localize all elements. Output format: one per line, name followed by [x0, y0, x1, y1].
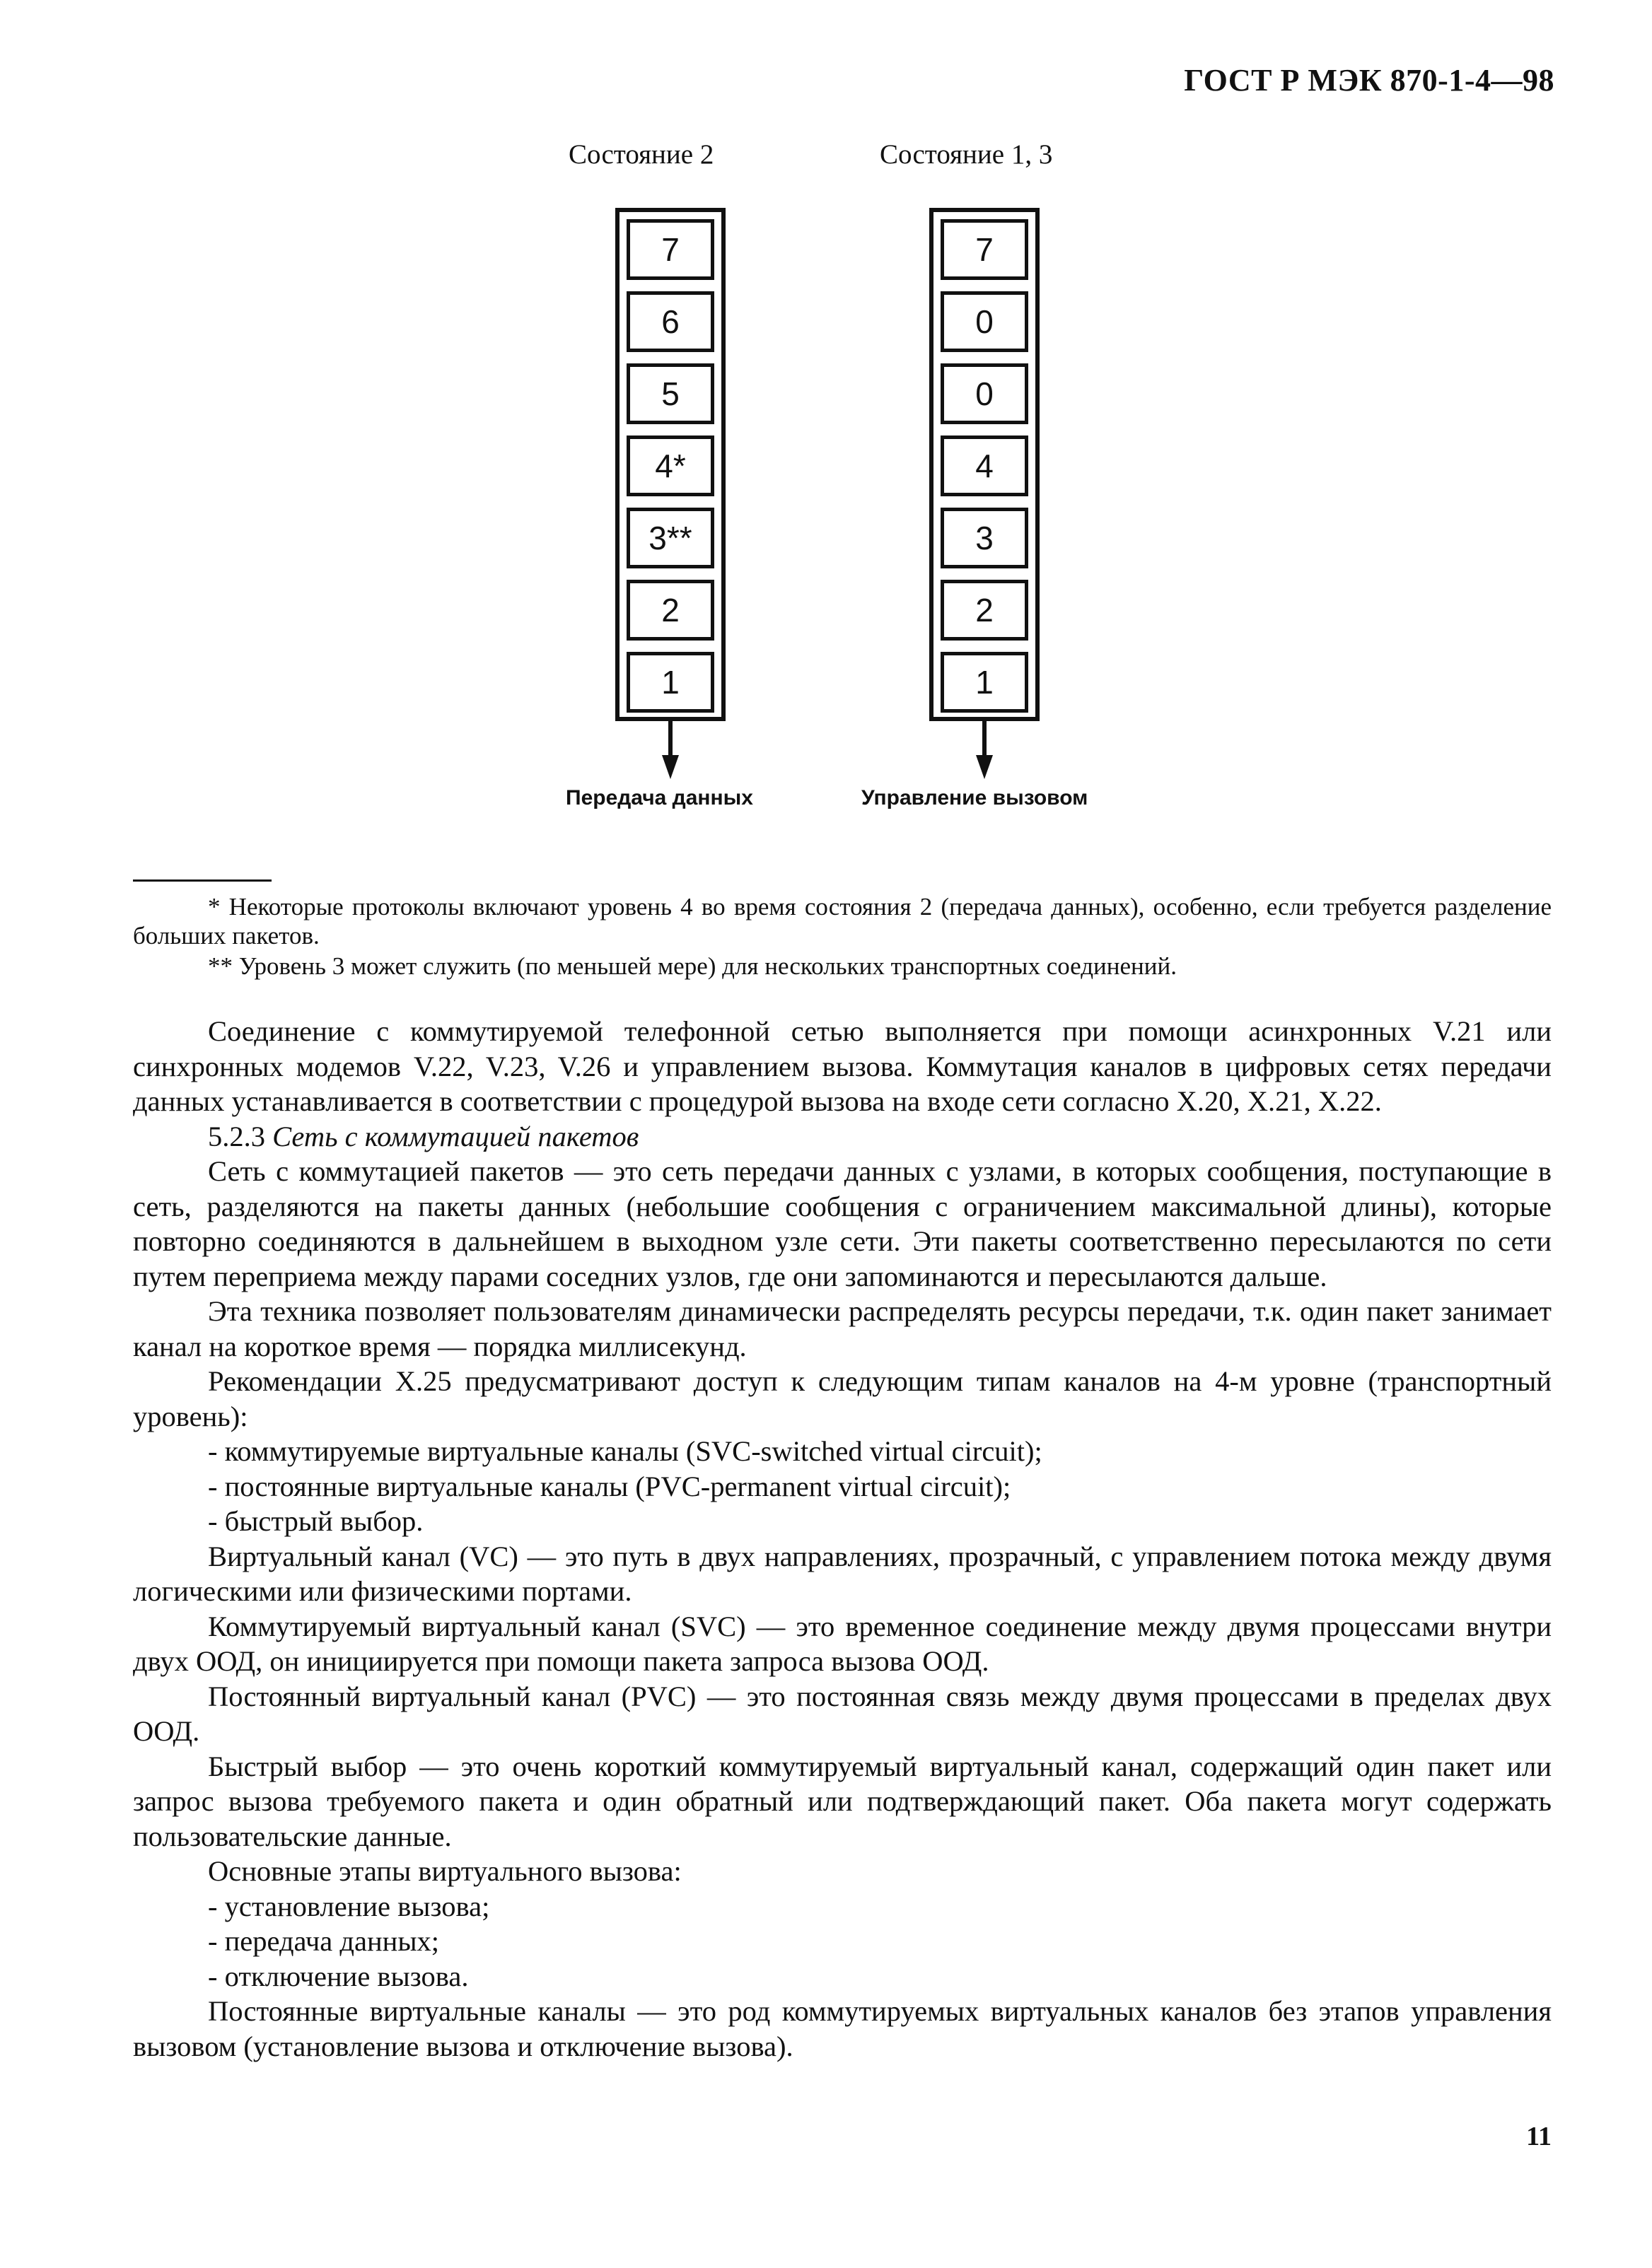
footnote-divider — [133, 879, 272, 882]
stack-right-layer: 3 — [941, 508, 1028, 568]
list-item: - постоянные виртуальные каналы (PVC-permanent virtual circuit); — [208, 1470, 1011, 1502]
stack-left-layer: 1 — [627, 652, 714, 713]
stack-right-arrow-label: Управление вызовом — [861, 786, 1088, 809]
paragraph: Основные этапы виртуального вызова: — [208, 1855, 682, 1887]
protocol-stack-right — [929, 208, 1040, 721]
stack-right-layer: 4 — [941, 436, 1028, 496]
paragraph: Сеть с коммутацией пакетов — это сеть передачи данных с узлами, в которых сообщения, поступающие в сеть, разделяются на пакеты данных (небольшие сообщения с ограничением максимальной длины), которые повторно соединяются в дальнейшем в выходном узле сети. Эти пакеты соответственно пересылаются по сети путем переприема между парами соседних узлов, где они запоминаются и пересылаются дальше. — [133, 1155, 1552, 1292]
body-text — [133, 1014, 1552, 2064]
stack-right-caption: Состояние 1, 3 — [880, 139, 1053, 170]
stack-left-layer: 2 — [627, 580, 714, 641]
stack-right-layer: 2 — [941, 580, 1028, 641]
stack-right-layer: 7 — [941, 219, 1028, 280]
list-item: - передача данных; — [208, 1925, 440, 1957]
paragraph: Соединение с коммутируемой телефонной сетью выполняется при помощи асинхронных V.21 или синхронных модемов V.22, V.23, V.26 и управлением вызова. Коммутация каналов в цифровых сетях передачи данных устанавливается в соответствии с процедурой вызова на входе сети согласно X.20, X.21, X.22. — [133, 1015, 1552, 1117]
stack-left-layer: 4* — [627, 436, 714, 496]
section-title: Сеть с коммутацией пакетов — [272, 1120, 639, 1152]
paragraph: Постоянные виртуальные каналы — это род коммутируемых виртуальных каналов без этапов управления вызовом (установление вызова и отключение вызова). — [133, 1995, 1552, 2062]
protocol-stack-left — [615, 208, 726, 721]
paragraph: Виртуальный канал (VC) — это путь в двух направлениях, прозрачный, с управлением потока между двумя логическими или физическими портами. — [133, 1540, 1552, 1607]
paragraph: Быстрый выбор — это очень короткий коммутируемый виртуальный канал, содержащий один пакет или запрос вызова требуемого пакета и один обратный или подтверждающий пакет. Оба пакета могут содержать пользовательские данные. — [133, 1750, 1552, 1852]
list-item: - отключение вызова. — [208, 1960, 469, 1992]
stack-left-layer: 5 — [627, 363, 714, 424]
stack-right-layer: 0 — [941, 363, 1028, 424]
down-arrow-icon — [656, 720, 685, 779]
list-item: - быстрый выбор. — [208, 1505, 424, 1537]
list-item: - коммутируемые виртуальные каналы (SVC-switched virtual circuit); — [208, 1435, 1042, 1467]
stack-left-arrow-label: Передача данных — [566, 786, 753, 809]
paragraph: Эта техника позволяет пользователям динамически распределять ресурсы передачи, т.к. один пакет занимает канал на короткое время — порядка миллисекунд. — [133, 1295, 1552, 1362]
stack-left-layer: 3** — [627, 508, 714, 568]
stack-left-layer: 6 — [627, 291, 714, 352]
stack-left-caption: Состояние 2 — [569, 139, 714, 170]
section-number: 5.2.3 — [208, 1120, 265, 1152]
paragraph: Постоянный виртуальный канал (PVC) — это постоянная связь между двумя процессами в пределах двух ООД. — [133, 1680, 1552, 1747]
stack-left-layer: 7 — [627, 219, 714, 280]
standard-id-header: ГОСТ Р МЭК 870-1-4—98 — [1184, 63, 1554, 98]
page-number: 11 — [1526, 2122, 1552, 2151]
list-item: - установление вызова; — [208, 1890, 490, 1922]
paragraph: Рекомендации X.25 предусматривают доступ к следующим типам каналов на 4-м уровне (транспортный уровень): — [133, 1365, 1552, 1432]
stack-right-layer: 1 — [941, 652, 1028, 713]
stack-right-layer: 0 — [941, 291, 1028, 352]
section-heading — [133, 1119, 1552, 1155]
down-arrow-icon — [970, 720, 999, 779]
footnote-double-asterisk: ** Уровень 3 может служить (по меньшей мере) для нескольких транспортных соединений. — [208, 952, 1177, 980]
footnote-single-asterisk: * Некоторые протоколы включают уровень 4 во время состояния 2 (передача данных), особенно, если требуется разделение больших пакетов. — [133, 893, 1552, 950]
paragraph: Коммутируемый виртуальный канал (SVC) — это временное соединение между двумя процессами внутри двух ООД, он инициируется при помощи пакета запроса вызова ООД. — [133, 1610, 1552, 1677]
